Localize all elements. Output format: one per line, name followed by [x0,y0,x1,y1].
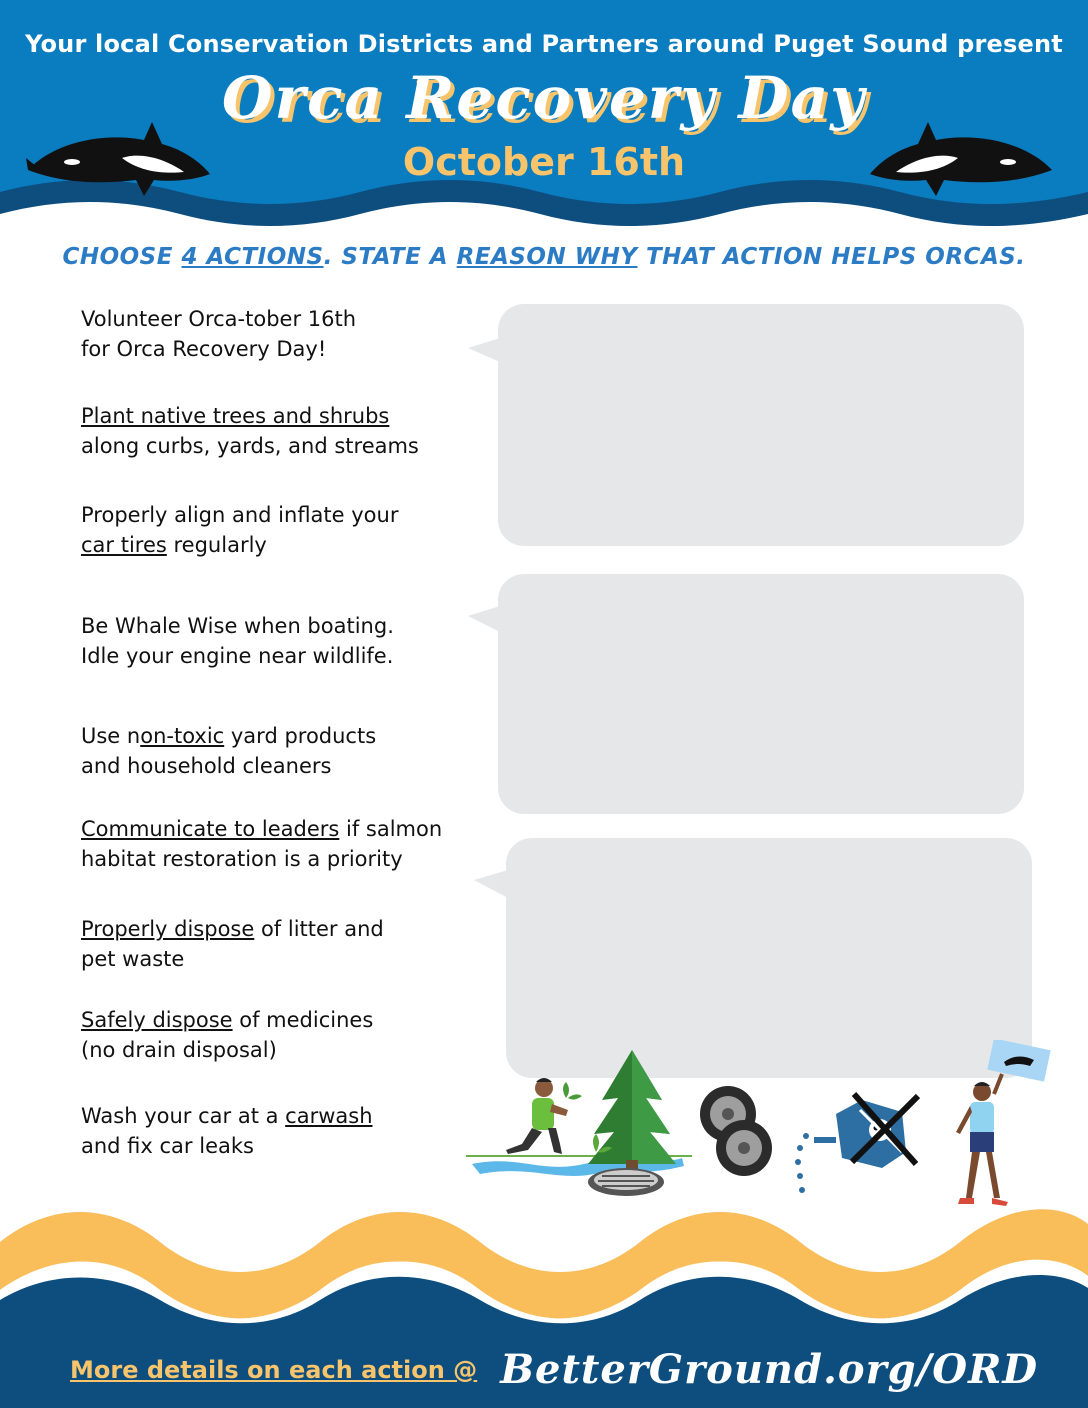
action-dispose-litter: Properly dispose of litter and pet waste [81,917,384,971]
orca-icon [24,118,214,200]
orca-icon [866,118,1056,200]
car-tires-icon [700,1086,772,1176]
action-whale-wise: Be Whale Wise when boating. Idle your engine near wildlife. [81,614,394,668]
website-url[interactable]: BetterGround.org/ORD [500,1346,1038,1393]
pine-tree-icon [588,1050,676,1172]
answer-bubble-2[interactable] [466,572,1026,816]
gardener-icon [506,1078,582,1154]
action-dispose-medicines: Safely dispose of medicines (no drain disposal) [81,1008,374,1062]
action-plant-trees: Plant native trees and shrubs along curbs, yards, and streams [81,404,419,458]
more-details-link[interactable]: More details on each action @ [70,1356,478,1384]
action-communicate-leaders: Communicate to leaders if salmon habitat restoration is a priority [81,817,443,871]
page-title: Orca Recovery Day [222,64,866,132]
header-banner [0,0,1088,232]
presenter-line: Your local Conservation Districts and Partners around Puget Sound present [25,30,1063,58]
answer-bubble-1[interactable] [466,302,1026,548]
action-volunteer: Volunteer Orca-tober 16th for Orca Recovery Day! [81,307,357,361]
footer-bar [0,1338,1088,1408]
event-date: October 16th [402,140,686,184]
action-car-tires: Properly align and inflate your car tires regularly [81,503,399,557]
action-non-toxic: Use non-toxic yard products and household cleaners [81,724,377,778]
toxic-spray-icon [795,1094,918,1193]
footer-waves [0,1180,1088,1340]
action-carwash: Wash your car at a carwash and fix car leaks [81,1104,373,1158]
instructions: CHOOSE 4 ACTIONS. STATE A REASON WHY THAT ACTION HELPS ORCAS. [62,244,1026,270]
